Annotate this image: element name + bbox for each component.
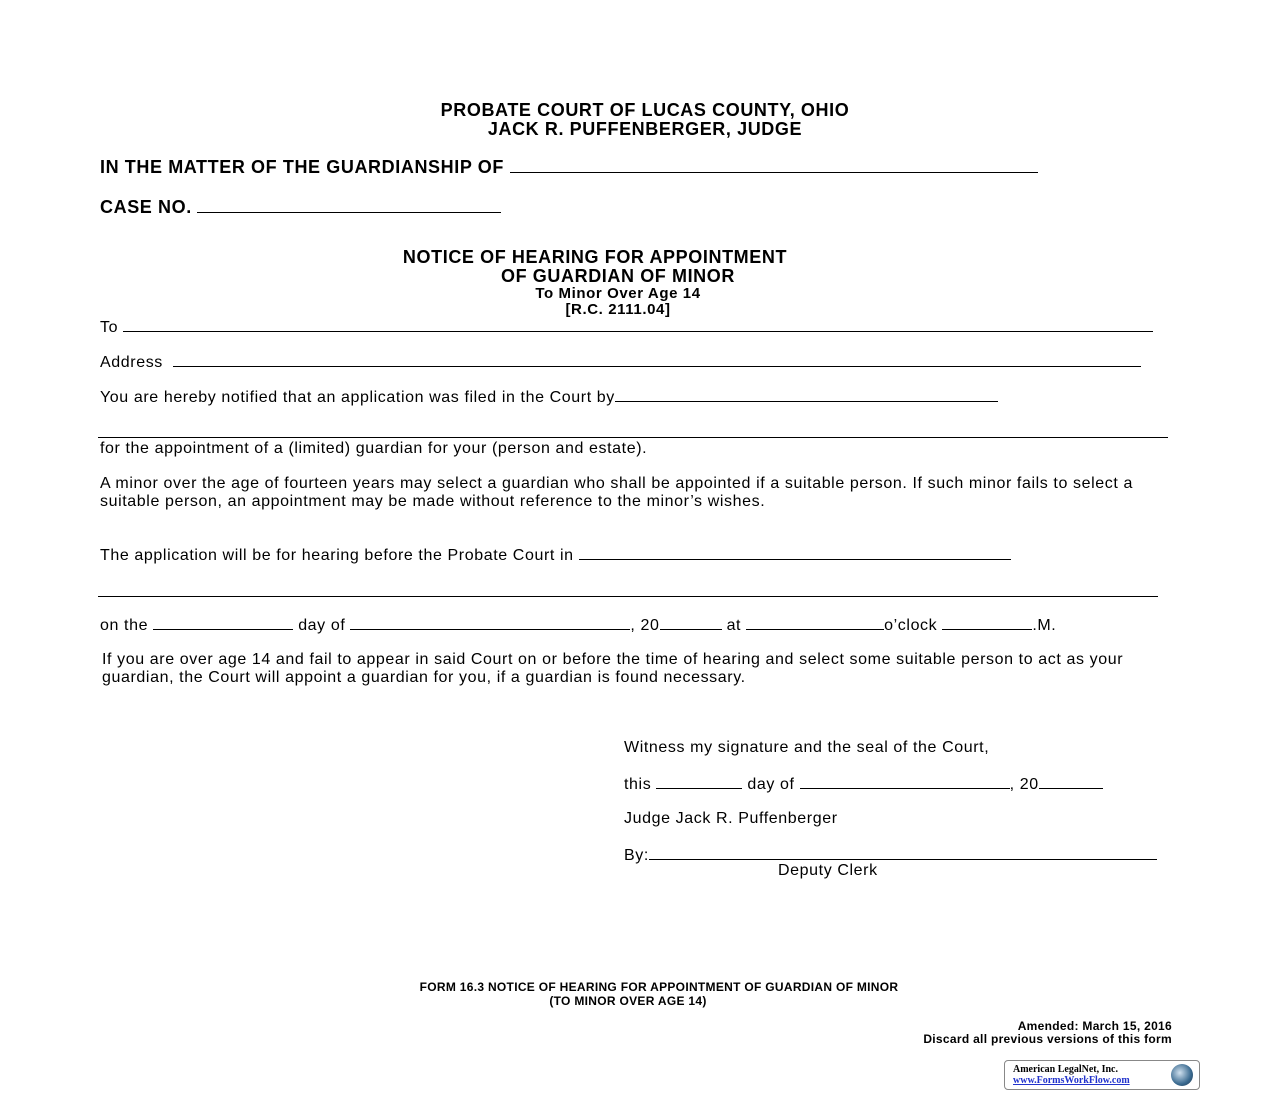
globe-icon xyxy=(1171,1064,1193,1086)
appointment-text: for the appointment of a (limited) guardian for your (person and estate). xyxy=(100,440,648,457)
failure-paragraph: If you are over age 14 and fail to appear in said Court on or before the time of hearing and select some suitable person to act as your guardian, the Court will appoint a guardian for you, if a guardian is found necessary. xyxy=(102,651,1124,686)
case-no-text: CASE NO. xyxy=(100,197,192,217)
address-row xyxy=(100,352,1141,372)
by-label: By: xyxy=(624,847,649,864)
day-of-label: day of xyxy=(298,617,346,634)
form-title-2: OF GUARDIAN OF MINOR xyxy=(501,266,735,286)
witness-year-field[interactable] xyxy=(1039,774,1103,789)
am-pm-field[interactable] xyxy=(942,615,1032,630)
witness-day-field[interactable] xyxy=(656,774,742,789)
address-label: Address xyxy=(100,354,163,371)
witness-text: Witness my signature and the seal of the Court, xyxy=(624,739,990,756)
minor-selection-paragraph: A minor over the age of fourteen years may select a guardian who shall be appointed if a suitable person. If such minor fails to select a suitable person, an appointment may be made without reference to the minor’s wishes. xyxy=(100,475,1133,510)
hearing-label: The application will be for hearing before the Probate Court in xyxy=(100,547,574,564)
matter-text: IN THE MATTER OF THE GUARDIANSHIP OF xyxy=(100,157,504,177)
judge-signature-name: Judge Jack R. Puffenberger xyxy=(624,810,838,827)
witness-month-field[interactable] xyxy=(800,774,1010,789)
oclock-label: o’clock xyxy=(884,617,938,634)
m-label: .M. xyxy=(1032,617,1057,634)
on-the-label: on the xyxy=(100,617,149,634)
logo-name: American LegalNet, Inc. xyxy=(1013,1064,1118,1075)
case-no-label xyxy=(100,197,501,218)
hearing-location-field[interactable] xyxy=(579,545,1011,560)
this-label: this xyxy=(624,776,652,793)
logo-url[interactable]: www.FormsWorkFlow.com xyxy=(1013,1075,1130,1086)
witness-date-row xyxy=(624,774,1103,794)
deputy-signature-field[interactable] xyxy=(649,845,1157,860)
year-label: , 20 xyxy=(630,617,660,634)
hearing-year-field[interactable] xyxy=(660,615,722,630)
statute-ref: [R.C. 2111.04] xyxy=(565,301,671,318)
ward-name-field[interactable] xyxy=(510,158,1038,173)
applicant-field-continued[interactable] xyxy=(98,437,1168,438)
hearing-time-field[interactable] xyxy=(746,615,884,630)
by-row xyxy=(624,845,1157,865)
address-field[interactable] xyxy=(173,352,1141,367)
matter-label xyxy=(100,157,1038,178)
witness-year-label: , 20 xyxy=(1009,776,1039,793)
at-label: at xyxy=(726,617,742,634)
american-legalnet-logo[interactable] xyxy=(1004,1060,1200,1090)
to-row xyxy=(100,317,1153,337)
hearing-row xyxy=(100,545,1011,565)
applicant-row xyxy=(100,387,998,407)
notified-label: You are hereby notified that an application was filed in the Court by xyxy=(100,389,615,406)
applicant-field[interactable] xyxy=(615,387,998,402)
case-no-field[interactable] xyxy=(197,198,501,213)
witness-day-of-label: day of xyxy=(747,776,795,793)
hearing-day-field[interactable] xyxy=(153,615,293,630)
form-footer-subtitle: (TO MINOR OVER AGE 14) xyxy=(549,994,707,1008)
hearing-month-field[interactable] xyxy=(350,615,630,630)
form-footer-title: FORM 16.3 NOTICE OF HEARING FOR APPOINTMENT OF GUARDIAN OF MINOR xyxy=(419,980,899,994)
court-name: PROBATE COURT OF LUCAS COUNTY, OHIO xyxy=(440,100,850,120)
deputy-clerk-label: Deputy Clerk xyxy=(778,862,878,879)
to-label: To xyxy=(100,319,119,336)
judge-name: JACK R. PUFFENBERGER, JUDGE xyxy=(487,119,803,139)
discard-notice: Discard all previous versions of this form xyxy=(923,1032,1172,1046)
date-row xyxy=(100,615,1056,635)
hearing-location-field-continued[interactable] xyxy=(98,596,1158,597)
to-field[interactable] xyxy=(123,317,1153,332)
form-subtitle: To Minor Over Age 14 xyxy=(535,285,701,302)
amended-date: Amended: March 15, 2016 xyxy=(1017,1019,1172,1033)
form-title-1: NOTICE OF HEARING FOR APPOINTMENT xyxy=(402,247,788,267)
